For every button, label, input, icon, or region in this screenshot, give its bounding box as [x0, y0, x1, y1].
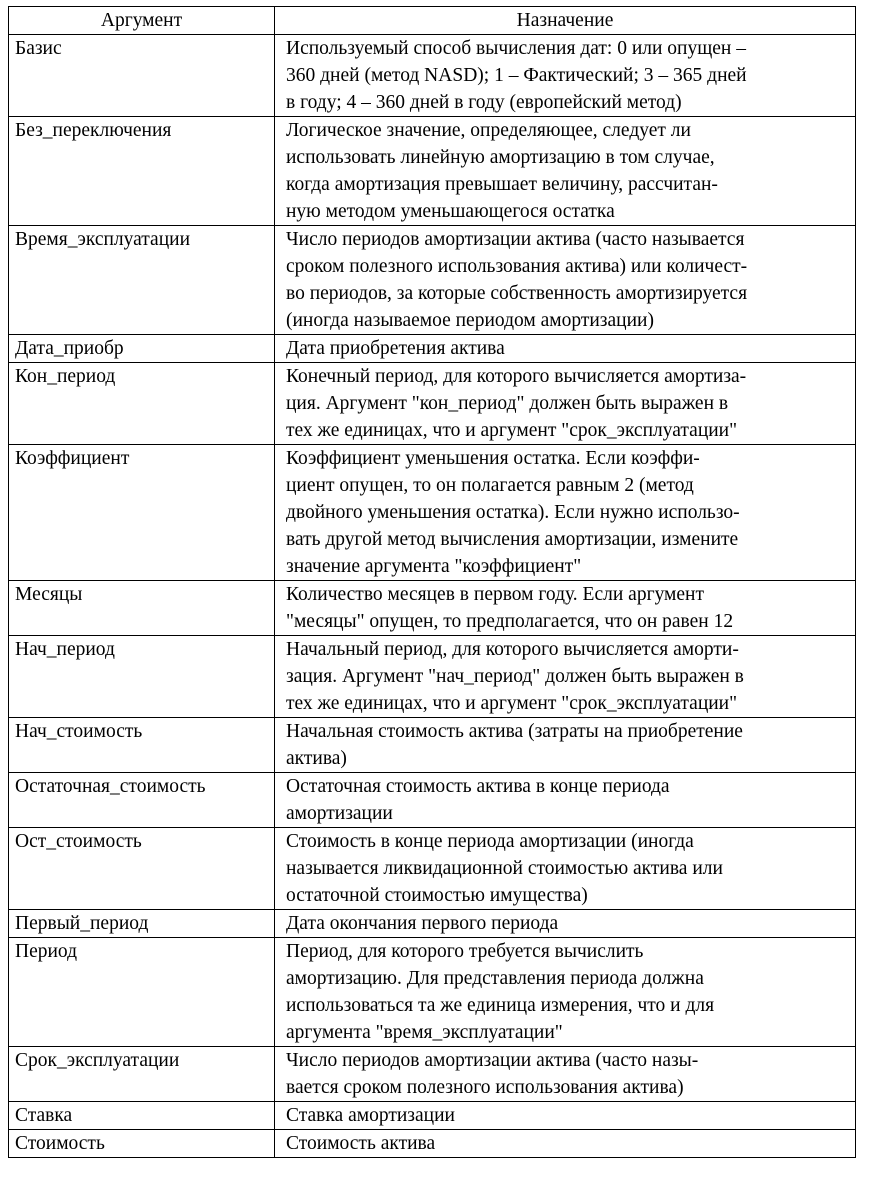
table-row [9, 1102, 856, 1130]
table-row [9, 1130, 856, 1158]
purpose-cell: Конечный период, для которого вычисляется амортиза- ция. Аргумент "кон_период" должен быть выражен в тех же единицах, что и аргумент "срок_эксплуатации" [275, 363, 856, 445]
table-row [9, 636, 856, 718]
purpose-cell: Число периодов амортизации актива (часто называется сроком полезного использования актива) или количест- во периодов, за которые собственность амортизируется (иногда называемое периодом амортизации) [275, 226, 856, 335]
argument-cell: Срок_эксплуатации [9, 1047, 275, 1102]
table-row [9, 117, 856, 226]
purpose-cell: Стоимость актива [275, 1130, 856, 1158]
purpose-cell: Коэффициент уменьшения остатка. Если коэффи- циент опущен, то он полагается равным 2 (метод двойного уменьшения остатка). Если нужно использо- вать другой метод вычисления амортизации, измените значение аргумента "коэффициент" [275, 445, 856, 581]
purpose-cell: Дата приобретения актива [275, 335, 856, 363]
argument-cell: Месяцы [9, 581, 275, 636]
argument-cell: Нач_период [9, 636, 275, 718]
purpose-cell: Начальная стоимость актива (затраты на приобретение актива) [275, 718, 856, 773]
table-header-row [9, 7, 856, 35]
table-body [9, 35, 856, 1158]
purpose-cell: Остаточная стоимость актива в конце периода амортизации [275, 773, 856, 828]
purpose-cell: Число периодов амортизации актива (часто назы- вается сроком полезного использования актива) [275, 1047, 856, 1102]
table-row [9, 828, 856, 910]
argument-cell: Ост_стоимость [9, 828, 275, 910]
argument-cell: Коэффициент [9, 445, 275, 581]
table-row [9, 363, 856, 445]
purpose-cell: Используемый способ вычисления дат: 0 или опущен – 360 дней (метод NASD); 1 – Фактический; 3 – 365 дней в году; 4 – 360 дней в году (европейский метод) [275, 35, 856, 117]
table-row [9, 35, 856, 117]
table-row [9, 226, 856, 335]
purpose-cell: Логическое значение, определяющее, следует ли использовать линейную амортизацию в том случае, когда амортизация превышает величину, рассчитан- ную методом уменьшающегося остатка [275, 117, 856, 226]
table-row [9, 938, 856, 1047]
table-row [9, 335, 856, 363]
table-row [9, 718, 856, 773]
argument-cell: Базис [9, 35, 275, 117]
argument-cell: Нач_стоимость [9, 718, 275, 773]
argument-cell: Стоимость [9, 1130, 275, 1158]
table-row [9, 1047, 856, 1102]
document [8, 6, 855, 1158]
table-row [9, 773, 856, 828]
purpose-cell: Стоимость в конце периода амортизации (иногда называется ликвидационной стоимостью актива или остаточной стоимостью имущества) [275, 828, 856, 910]
argument-cell: Остаточная_стоимость [9, 773, 275, 828]
purpose-cell: Дата окончания первого периода [275, 910, 856, 938]
argument-cell: Первый_период [9, 910, 275, 938]
header-argument: Аргумент [9, 7, 275, 35]
argument-cell: Ставка [9, 1102, 275, 1130]
table-row [9, 910, 856, 938]
argument-cell: Кон_период [9, 363, 275, 445]
table-row [9, 581, 856, 636]
argument-cell: Время_эксплуатации [9, 226, 275, 335]
arguments-table [8, 6, 856, 1158]
purpose-cell: Ставка амортизации [275, 1102, 856, 1130]
table-row [9, 445, 856, 581]
argument-cell: Дата_приобр [9, 335, 275, 363]
header-purpose: Назначение [275, 7, 856, 35]
purpose-cell: Начальный период, для которого вычисляется аморти- зация. Аргумент "нач_период" должен быть выражен в тех же единицах, что и аргумент "срок_эксплуатации" [275, 636, 856, 718]
purpose-cell: Период, для которого требуется вычислить амортизацию. Для представления периода должна использоваться та же единица измерения, что и для аргумента "время_эксплуатации" [275, 938, 856, 1047]
argument-cell: Период [9, 938, 275, 1047]
argument-cell: Без_переключения [9, 117, 275, 226]
purpose-cell: Количество месяцев в первом году. Если аргумент "месяцы" опущен, то предполагается, что он равен 12 [275, 581, 856, 636]
